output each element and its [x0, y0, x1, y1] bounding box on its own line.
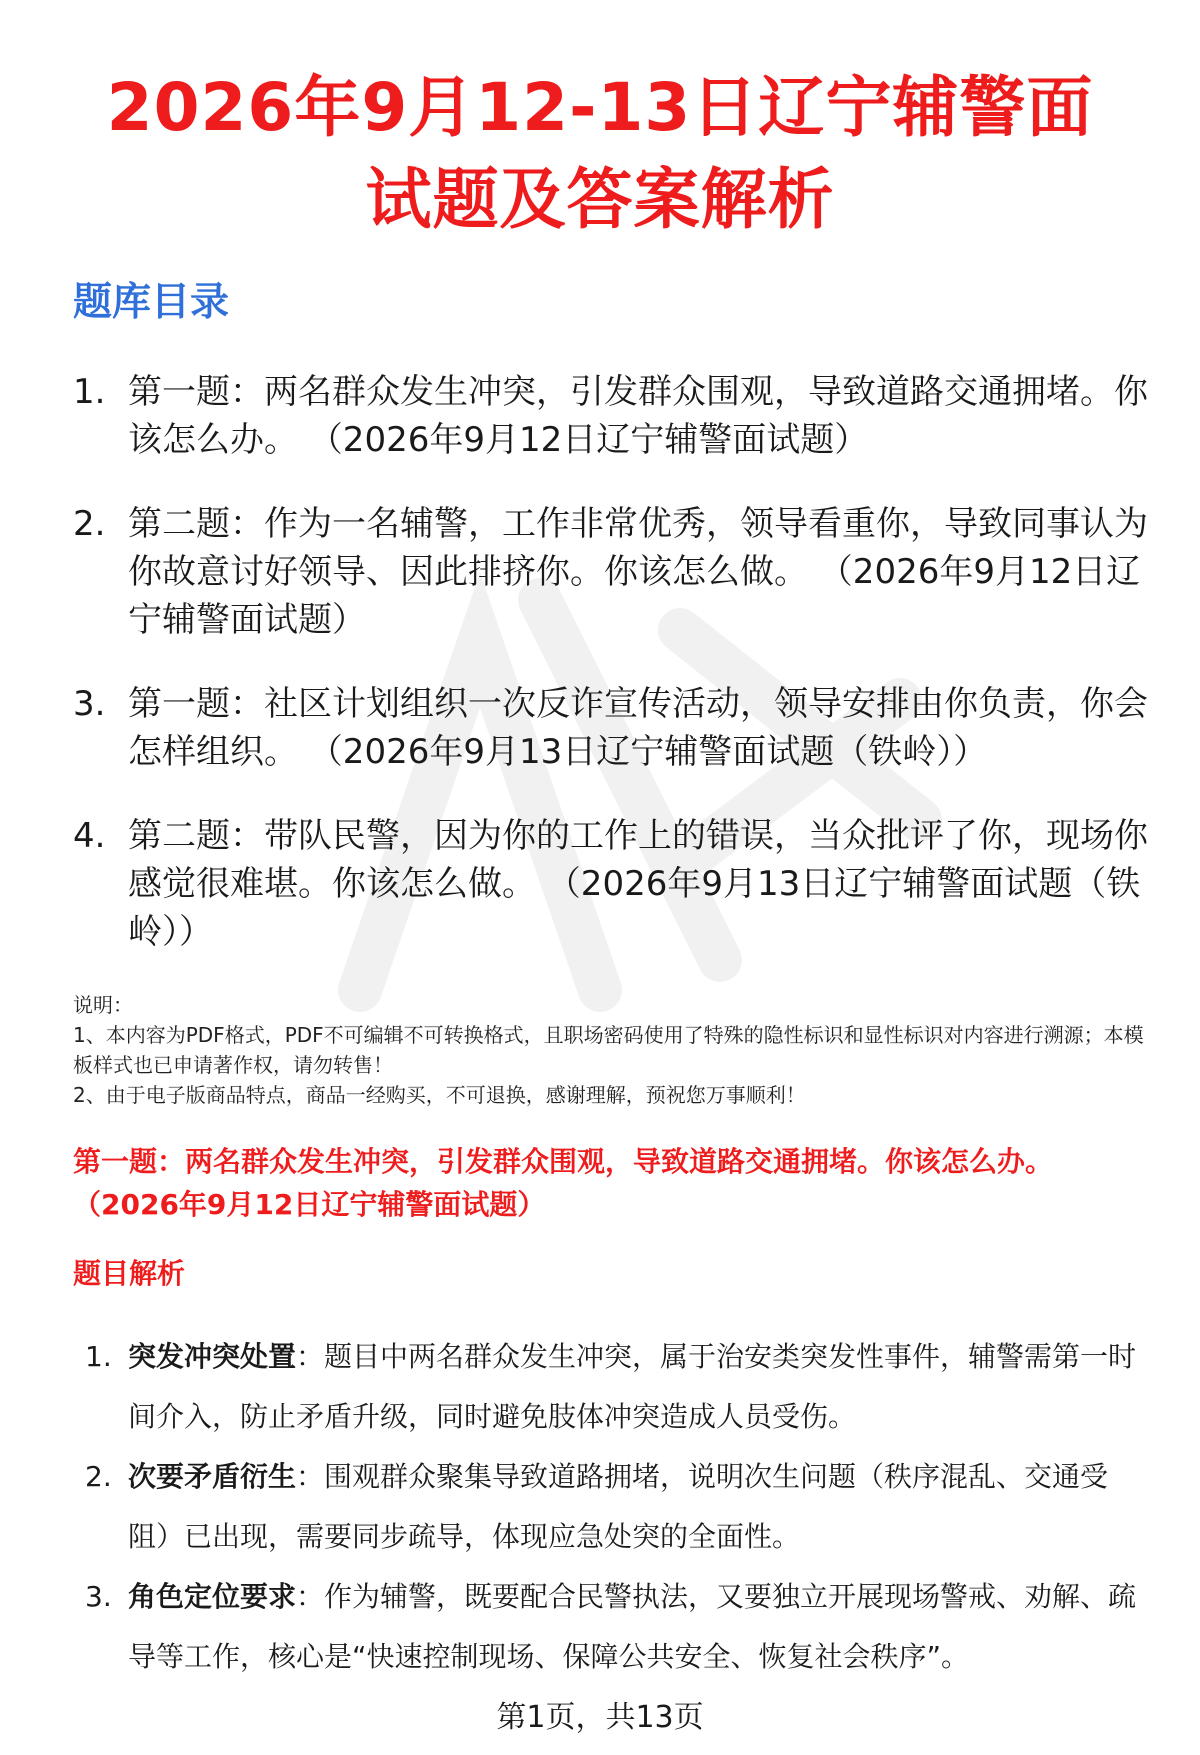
toc-item-number: 2.: [73, 504, 106, 544]
toc-item[interactable]: [73, 368, 1153, 464]
toc-item-text: 第一题：两名群众发生冲突，引发群众围观，导致道路交通拥堵。你该怎么办。 （2026年9月12日辽宁辅警面试题）: [128, 372, 1148, 460]
notes-line: 1、本内容为PDF格式，PDF不可编辑不可转换格式，且职场密码使用了特殊的隐性标识和显性标识对内容进行溯源；本模板样式也已申请著作权，请勿转售！: [73, 1023, 1144, 1077]
analysis-item-text: ：题目中两名群众发生冲突，属于治安类突发性事件，辅警需第一时间介入，防止矛盾升级，同时避免肢体冲突造成人员受伤。: [128, 1340, 1137, 1433]
notes-line: 2、由于电子版商品特点，商品一经购买，不可退换，感谢理解，预祝您万事顺利！: [73, 1083, 806, 1107]
toc-item[interactable]: [73, 680, 1153, 776]
analysis-heading: 题目解析: [73, 1257, 186, 1290]
analysis-item-text: ：围观群众聚集导致道路拥堵，说明次生问题（秩序混乱、交通受阻）已出现，需要同步疏导，体现应急处突的全面性。: [128, 1460, 1109, 1553]
page-footer: 第1页，共13页: [496, 1700, 704, 1735]
analysis-item-number: 2.: [85, 1460, 112, 1493]
notes-section: [73, 990, 1163, 1110]
toc-item[interactable]: [73, 500, 1153, 644]
notes-label: 说明：: [73, 993, 133, 1017]
analysis-item-number: 3.: [85, 1580, 112, 1613]
toc-item-number: 1.: [73, 372, 106, 412]
analysis-item-term: 突发冲突处置: [128, 1340, 297, 1373]
analysis-item: [85, 1567, 1145, 1687]
analysis-list: [85, 1327, 1145, 1687]
analysis-item-text: ：作为辅警，既要配合民警执法，又要独立开展现场警戒、劝解、疏导等工作，核心是“快速控制现场、保障公共安全、恢复社会秩序”。: [128, 1580, 1137, 1673]
toc-item-text: 第二题：带队民警，因为你的工作上的错误，当众批评了你，现场你感觉很难堪。你该怎么做。 （2026年9月13日辽宁辅警面试题（铁岭））: [128, 816, 1148, 952]
analysis-item-term: 角色定位要求: [128, 1580, 297, 1613]
toc-list: [73, 368, 1153, 992]
analysis-item-number: 1.: [85, 1340, 112, 1373]
analysis-item: [85, 1327, 1145, 1447]
toc-item-text: 第二题：作为一名辅警，工作非常优秀，领导看重你，导致同事认为你故意讨好领导、因此排挤你。你该怎么做。 （2026年9月12日辽宁辅警面试题）: [128, 504, 1148, 640]
toc-item-number: 4.: [73, 816, 106, 856]
toc-item[interactable]: [73, 812, 1153, 956]
toc-item-text: 第一题：社区计划组织一次反诈宣传活动，领导安排由你负责，你会怎样组织。 （2026年9月13日辽宁辅警面试题（铁岭））: [128, 684, 1148, 772]
question-title: 第一题：两名群众发生冲突，引发群众围观，导致道路交通拥堵。你该怎么办。 （2026年9月12日辽宁辅警面试题）: [73, 1145, 1054, 1221]
document-title: 2026年9月12-13日辽宁辅警面试题及答案解析: [106, 69, 1094, 238]
analysis-item: [85, 1447, 1145, 1567]
analysis-item-term: 次要矛盾衍生: [128, 1460, 297, 1493]
toc-item-number: 3.: [73, 684, 106, 724]
toc-heading: 题库目录: [73, 280, 230, 325]
